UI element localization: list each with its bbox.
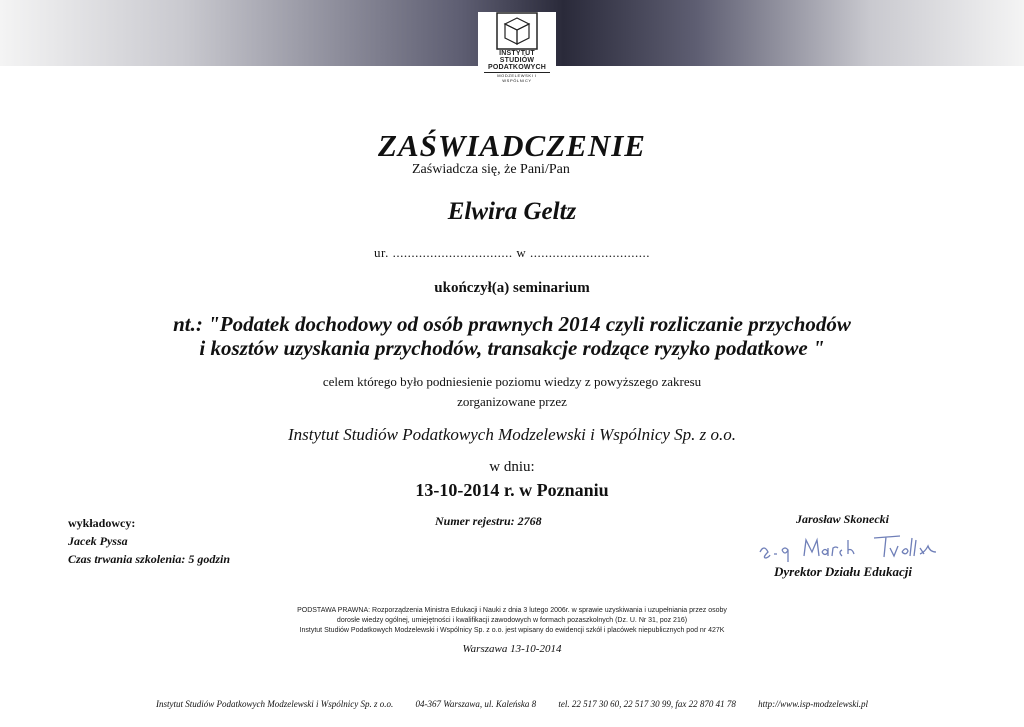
logo-line-3: PODATKOWYCH (487, 64, 547, 71)
topic-line-1: nt.: "Podatek dochodowy od osób prawnych 2014 czyli rozliczanie przychodów (173, 312, 851, 336)
topic-line-2: i kosztów uzyskania przychodów, transakcje rodzące ryzyko podatkowe " (199, 336, 825, 360)
certificate-title: ZAŚWIADCZENIE (378, 128, 646, 163)
completed-seminar: ukończył(a) seminarium (434, 280, 590, 296)
logo-line-2: STUDIÓW (499, 57, 535, 64)
legal-basis (0, 606, 1024, 636)
footer (0, 699, 1024, 709)
lecturers-label: wykładowcy: (68, 516, 136, 530)
legal-line-3: Instytut Studiów Podatkowych Modzelewski i Wspólnicy Sp. z o.o. jest wpisany do ewidencji szkół i placówek niepublicznych pod nr 427K (299, 627, 725, 634)
cube-logo-icon (496, 12, 538, 50)
footer-url[interactable]: http://www.isp-modzelewski.pl (758, 699, 868, 709)
issue-place-date: Warszawa 13-10-2014 (462, 643, 562, 655)
legal-line-2: dorosłe wiedzy ogólnej, umiejętności i kwalifikacji zawodowych w formach pozaszkolnych (Dz. U. Nr 31, poz 216) (336, 617, 688, 624)
birth-line: ur. ................................ w ................................ (374, 245, 650, 260)
seminar-purpose (0, 372, 1024, 412)
handwritten-signature (756, 528, 941, 564)
training-duration: Czas trwania szkolenia: 5 godzin (68, 552, 231, 566)
footer-address: 04-367 Warszawa, ul. Kaleńska 8 (415, 699, 537, 709)
date-place: 13-10-2014 r. w Poznaniu (415, 480, 609, 500)
institute-logo (478, 12, 556, 90)
director-title: Dyrektor Działu Edukacji (774, 564, 912, 579)
purpose-line-2: zorganizowane przez (457, 394, 567, 409)
lecturers-block (68, 514, 230, 568)
director-name: Jarosław Skonecki (796, 512, 890, 526)
purpose-line-1: celem którego było podniesienie poziomu wiedzy z powyższego zakresu (322, 374, 702, 389)
legal-line-1: PODSTAWA PRAWNA: Rozporządzenia Ministra Edukacji i Nauki z dnia 3 lutego 2006r. w sprawie uzyskiwania i uzupełniania przez osoby (297, 607, 727, 614)
lecturer-name: Jacek Pyssa (68, 534, 128, 548)
logo-line-4: MODZELEWSKI I WSPÓLNICY (484, 72, 550, 83)
certificate-subtitle: Zaświadcza się, że Pani/Pan (412, 162, 570, 177)
on-day-label: w dniu: (489, 459, 535, 475)
logo-line-1: INSTYTUT (499, 50, 535, 57)
footer-company: Instytut Studiów Podatkowych Modzelewski i Wspólnicy Sp. z o.o. (156, 699, 394, 709)
organizer: Instytut Studiów Podatkowych Modzelewski i Wspólnicy Sp. z o.o. (287, 425, 737, 444)
seminar-topic (0, 312, 1024, 360)
participant-name: Elwira Geltz (447, 198, 577, 225)
registry-number: Numer rejestru: 2768 (435, 514, 542, 528)
footer-phone: tel. 22 517 30 60, 22 517 30 99, fax 22 870 41 78 (558, 699, 736, 709)
